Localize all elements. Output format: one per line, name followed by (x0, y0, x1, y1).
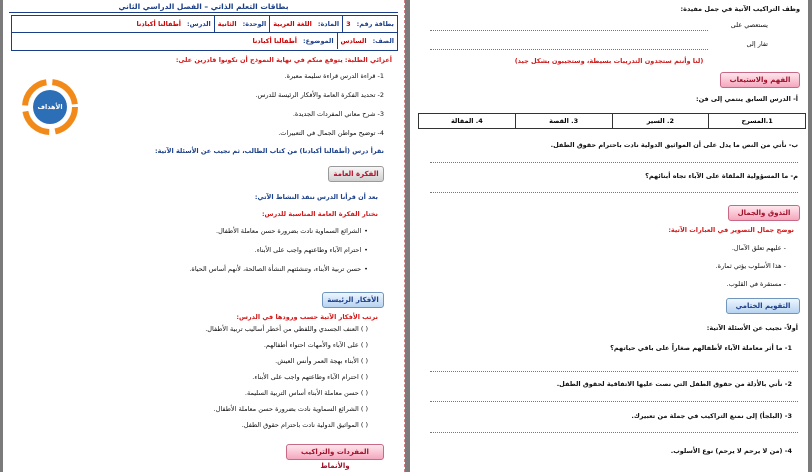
main-idea-item: ( ) حسن معاملة الأبناء أساس التربية السليمة. (244, 389, 368, 397)
card-number-value: 3 (342, 16, 354, 32)
final-eval-section-label: التقويم الختامي (726, 298, 800, 314)
main-idea-item: ( ) الأبناء بهجة العمر وأنس العيش. (275, 357, 368, 365)
general-idea-option: • حسن تربية الأبناء، وتنشئتهم النشأة الصالحة، لأنهم أساس الحياة. (189, 265, 368, 273)
general-idea-section-label: الفكرة العامة (328, 166, 384, 182)
appreciation-item: - هذا الأسلوب يؤتي ثمارة. (715, 262, 786, 270)
objective-3: 3- شرح معاني المفردات الجديدة. (292, 110, 384, 118)
card-number-label: بطاقة رقم: (356, 20, 394, 28)
use-phrases-question: وظف التراكيب الآتية في جمل مفيدة: (680, 5, 800, 13)
comprehension-section-label: الفهم والاستيعاب (720, 72, 800, 88)
encouragement-note: (لنا وأنتم ستجدون التدريبات بسيطة، وستجيبون بشكل جيد) (514, 57, 704, 65)
question-alif: أ- الدرس السابق ينتمي إلى فن: (695, 95, 798, 103)
general-idea-option: • احترام الآباء وطاعتهم واجب على الأبناء. (255, 246, 368, 254)
general-idea-activity: بعد أن قرأنا الدرس ننفذ النشاط الآتي: (254, 193, 378, 201)
objective-1: 1- قراءة الدرس قراءة سليمة معبرة. (284, 72, 384, 80)
objectives-badge-label: الأهداف (37, 103, 63, 111)
final-question: 1- ما أثر معاملة الآباء لأطفالهم صغاراً على باقي حياتهم؟ (610, 344, 792, 352)
main-idea-item: ( ) الشرائع السماوية نادت بضرورة حسن معاملة الأطفال. (213, 405, 368, 413)
appreciation-item: - مستقرة في القلوب. (726, 280, 786, 288)
final-question: 4- (من لا يرحم لا يرحم) نوع الأسلوب. (670, 447, 792, 455)
choice-option[interactable]: 2. السير (612, 114, 709, 128)
reading-instruction: نقرأ درس (أطفالنا أكبادنا) من كتاب الطالب، ثم نجيب عن الأسئلة الآتية: (154, 147, 384, 155)
vocab-section-label: المفردات والتراكيب والأنماط (286, 444, 384, 460)
main-idea-item: ( ) احترام الآباء وطاعتهم واجب على الأبناء. (252, 373, 368, 381)
main-idea-item: ( ) العنف الجسدي واللفظي من أخطر أساليب تربية الأطفال. (205, 325, 368, 333)
main-idea-item: ( ) على الآباء والأمهات احتواء أطفالهم. (263, 341, 368, 349)
appreciation-task: نوضح جمال التصوير في العبارات الآتية: (668, 226, 794, 234)
main-ideas-task: نرتب الأفكار الآتية حسب ورودها في الدرس: (236, 313, 378, 321)
general-idea-task: نختار الفكرة العامة المناسبة للدرس: (261, 210, 378, 218)
objectives-intro: أعزائي الطلبة: يتوقع منكم في نهاية النموذج أن تكونوا قادرين على: (175, 56, 392, 64)
choice-option[interactable]: 4. المقالة (450, 117, 483, 125)
general-idea-option: • الشرائع السماوية نادت بضرورة حسن معاملة الأطفال. (216, 227, 368, 235)
answer-line[interactable] (430, 371, 798, 372)
objective-4: 4- توضيح مواطن الجمال في التعبيرات. (278, 129, 384, 137)
subject-label: المادة: (317, 20, 340, 28)
appreciation-item: - عليهم تعلق الآمال. (731, 244, 786, 252)
answer-line[interactable] (430, 49, 708, 50)
phrase-2: تفار إلى (746, 40, 768, 48)
lesson-value: أطفالنا أكبادنا (136, 20, 182, 28)
objective-2: 2- تحديد الفكرة العامة والأفكار الرئيسة للدرس. (255, 91, 384, 99)
answer-line[interactable] (430, 432, 798, 433)
page-header: بطاقات التعلم الذاتي – الفصل الدراسي الثاني (9, 2, 398, 13)
phrase-1: يستعصي على (730, 21, 768, 29)
main-ideas-section-label: الأفكار الرئيسة (322, 292, 384, 308)
topic-label: الموضوع: (303, 37, 334, 45)
grade-value: السادس (337, 33, 370, 49)
choice-option[interactable]: 3. القصة (515, 114, 612, 128)
choices-row (418, 113, 806, 129)
answer-line[interactable] (430, 192, 798, 193)
main-idea-item: ( ) المواثيق الدولية نادت باحترام حقوق الطفل. (241, 421, 368, 429)
final-question: 2- نأتي بالأدلة من حقوق الطفل التي نصت عليها الاتفاقية لحقوق الطفل. (556, 380, 792, 388)
worksheet-page-right (3, 0, 405, 472)
grade-label: الصف: (372, 37, 394, 45)
question-mim: م- ما المسؤولية الملقاة على الآباء تجاه أبنائهم؟ (645, 172, 798, 180)
topic-value: أطفالنا أكبادنا (252, 37, 298, 45)
answer-line[interactable] (430, 162, 798, 163)
answer-line[interactable] (430, 401, 798, 402)
subject-value: اللغة العربية (269, 16, 315, 32)
answer-line[interactable] (430, 30, 708, 31)
unit-label: الوحدة: (242, 20, 267, 28)
objectives-badge (15, 78, 85, 136)
appreciation-section-label: التذوق والجمال (728, 205, 800, 221)
worksheet-page-left (410, 0, 808, 472)
choice-option[interactable]: 1.المسرح (708, 114, 805, 128)
lesson-label: الدرس: (187, 20, 211, 28)
final-first-question: أولاً- نجيب عن الأسئلة الآتية: (706, 324, 798, 332)
unit-value: الثانية (214, 16, 240, 32)
question-ba: ب- نأتي من النص ما يدل على أن المواثيق الدولية نادت باحترام حقوق الطفل. (550, 141, 798, 149)
final-question: 3- (البلجأ) إلى نمنع التراكيب في جملة من تعبيرك. (631, 412, 792, 420)
card-info-box (11, 15, 398, 51)
